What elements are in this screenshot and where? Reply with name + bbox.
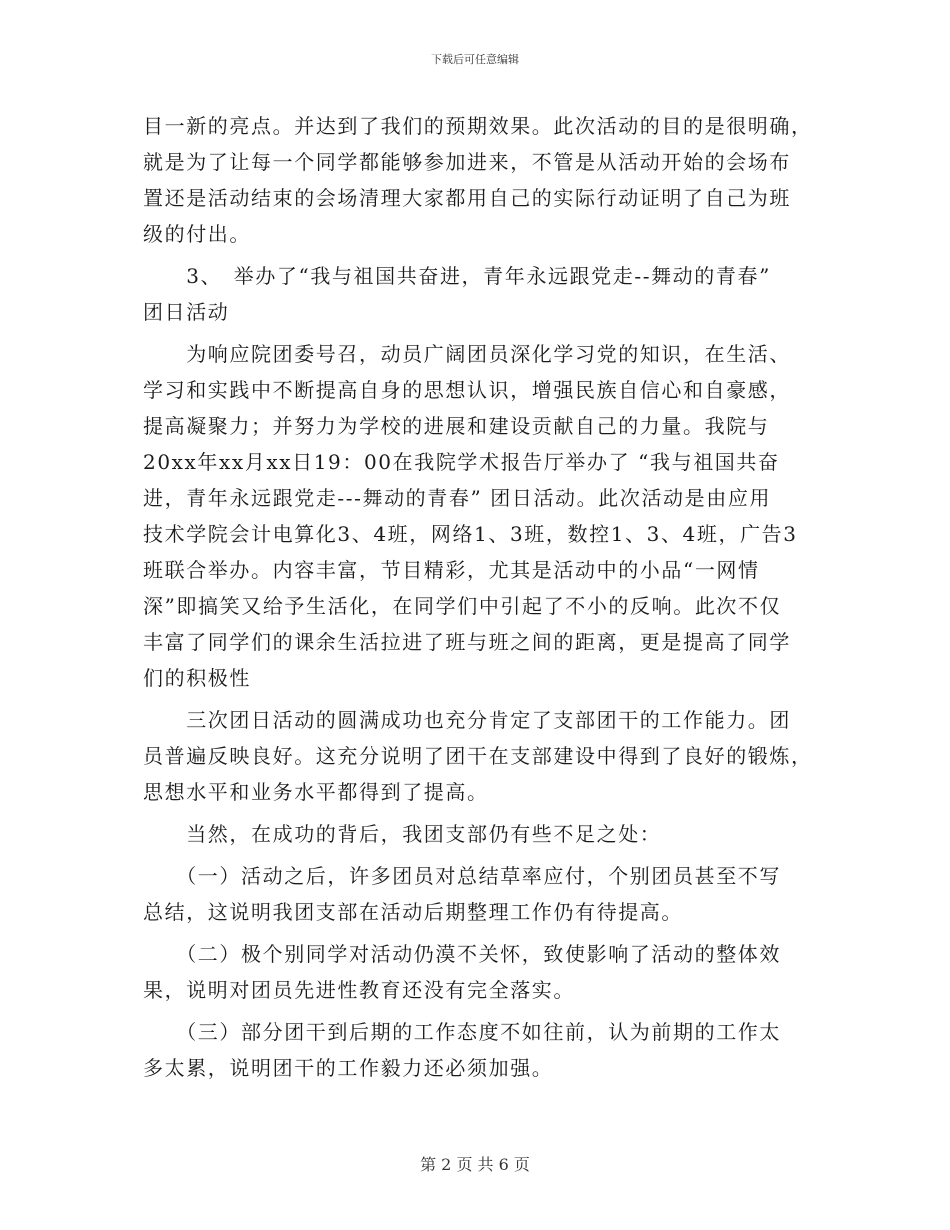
section-heading: 3、 举办了“我与祖国共奋进，青年永远跟党走--舞动的青春” [143, 264, 771, 288]
list-item: 果，说明对团员先进性教育还没有完全落实。 [143, 978, 575, 1002]
text-line: 丰富了同学们的课余生活拉进了班与班之间的距离，更是提高了同学 [143, 630, 791, 654]
document-body [143, 108, 813, 1086]
page-header: 下载后可任意编辑 [431, 53, 519, 66]
list-item: （一）活动之后，许多团员对总结草率应付，个别团员甚至不写 [143, 864, 781, 888]
list-item: 总结，这说明我团支部在活动后期整理工作仍有待提高。 [143, 900, 683, 924]
text-line: 提高凝聚力；并努力为学校的进展和建设贡献自己的力量。我院与 [143, 414, 770, 438]
text-line: 20xx年xx月xx日19：00在我院学术报告厅举办了 “我与祖国共奋 [143, 450, 780, 474]
list-item: （三）部分团干到后期的工作态度不如往前，认为前期的工作太 [143, 1020, 781, 1044]
section-heading: 团日活动 [143, 300, 230, 324]
text-line: 们的积极性 [143, 666, 251, 690]
text-line: 学习和实践中不断提高自身的思想认识，增强民族自信心和自豪感， [143, 378, 791, 402]
text-line: 班联合举办。内容丰富，节目精彩，尤其是活动中的小品“一网情 [143, 558, 760, 582]
text-line: 技术学院会计电算化3、4班，网络1、3班，数控1、3、4班，广告3 [143, 522, 798, 546]
text-line: 三次团日活动的圆满成功也充分肯定了支部团干的工作能力。团 [143, 708, 791, 732]
text-line: 为响应院团委号召，动员广阔团员深化学习党的知识，在生活、 [143, 342, 791, 366]
text-line: 思想水平和业务水平都得到了提高。 [143, 780, 489, 804]
list-item: （二）极个别同学对活动仍漠不关怀，致使影响了活动的整体效 [143, 942, 781, 966]
text-line: 当然，在成功的背后，我团支部仍有些不足之处： [143, 822, 662, 846]
list-item: 多太累，说明团干的工作毅力还必须加强。 [143, 1056, 554, 1080]
text-line: 就是为了让每一个同学都能够参加进来，不管是从活动开始的会场布 [143, 150, 791, 174]
text-line: 进，青年永远跟党走---舞动的青春” 团日活动。此次活动是由应用 [143, 486, 772, 510]
text-line: 员普遍反映良好。这充分说明了团干在支部建设中得到了良好的锻炼， [143, 744, 813, 768]
page-number: 第 2 页 共 6 页 [420, 1155, 530, 1174]
text-line: 目一新的亮点。并达到了我们的预期效果。此次活动的目的是很明确， [143, 114, 813, 138]
text-line: 深”即搞笑又给予生活化，在同学们中引起了不小的反响。此次不仅 [143, 594, 782, 618]
text-line: 置还是活动结束的会场清理大家都用自己的实际行动证明了自己为班 [143, 186, 791, 210]
text-line: 级的付出。 [143, 222, 251, 246]
